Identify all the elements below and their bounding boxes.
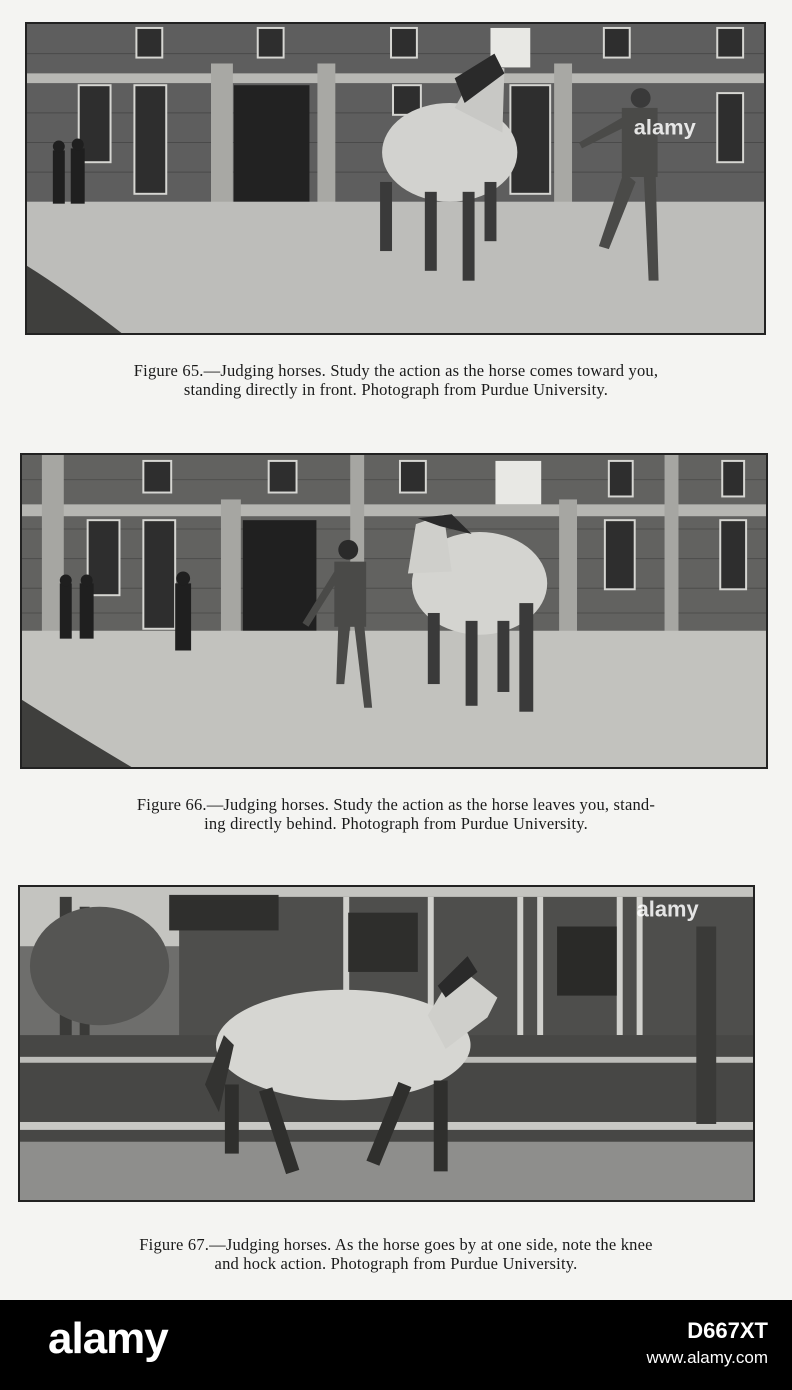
caption-line: Figure 65.—Judging horses. Study the action as the horse comes toward you,	[133, 361, 659, 380]
caption-line: Figure 67.—Judging horses. As the horse goes by at one side, note the knee	[139, 1235, 653, 1254]
site-url[interactable]: www.alamy.com	[646, 1348, 768, 1367]
figure-65-photo	[25, 22, 766, 335]
horse-side-view-image	[20, 887, 753, 1200]
caption-line: and hock action. Photograph from Purdue University.	[214, 1254, 578, 1273]
stock-footer	[0, 1300, 792, 1390]
figure-67-photo	[18, 885, 755, 1202]
figure-66-photo	[20, 453, 768, 769]
watermark-text: alamy	[633, 114, 696, 140]
image-id: D667XT	[687, 1318, 768, 1343]
horse-leaving-image	[22, 455, 766, 767]
figure-66-caption	[0, 795, 792, 833]
caption-line: standing directly in front. Photograph from Purdue University.	[183, 380, 609, 399]
horse-approaching-image	[27, 24, 764, 333]
watermark-text: alamy	[636, 896, 699, 922]
figure-65-caption	[0, 361, 792, 399]
figure-67-caption	[0, 1235, 792, 1273]
caption-line: Figure 66.—Judging horses. Study the action as the horse leaves you, stand-	[136, 795, 656, 814]
caption-line: ing directly behind. Photograph from Purdue University.	[204, 814, 588, 833]
alamy-logo[interactable]: alamy	[48, 1314, 168, 1363]
